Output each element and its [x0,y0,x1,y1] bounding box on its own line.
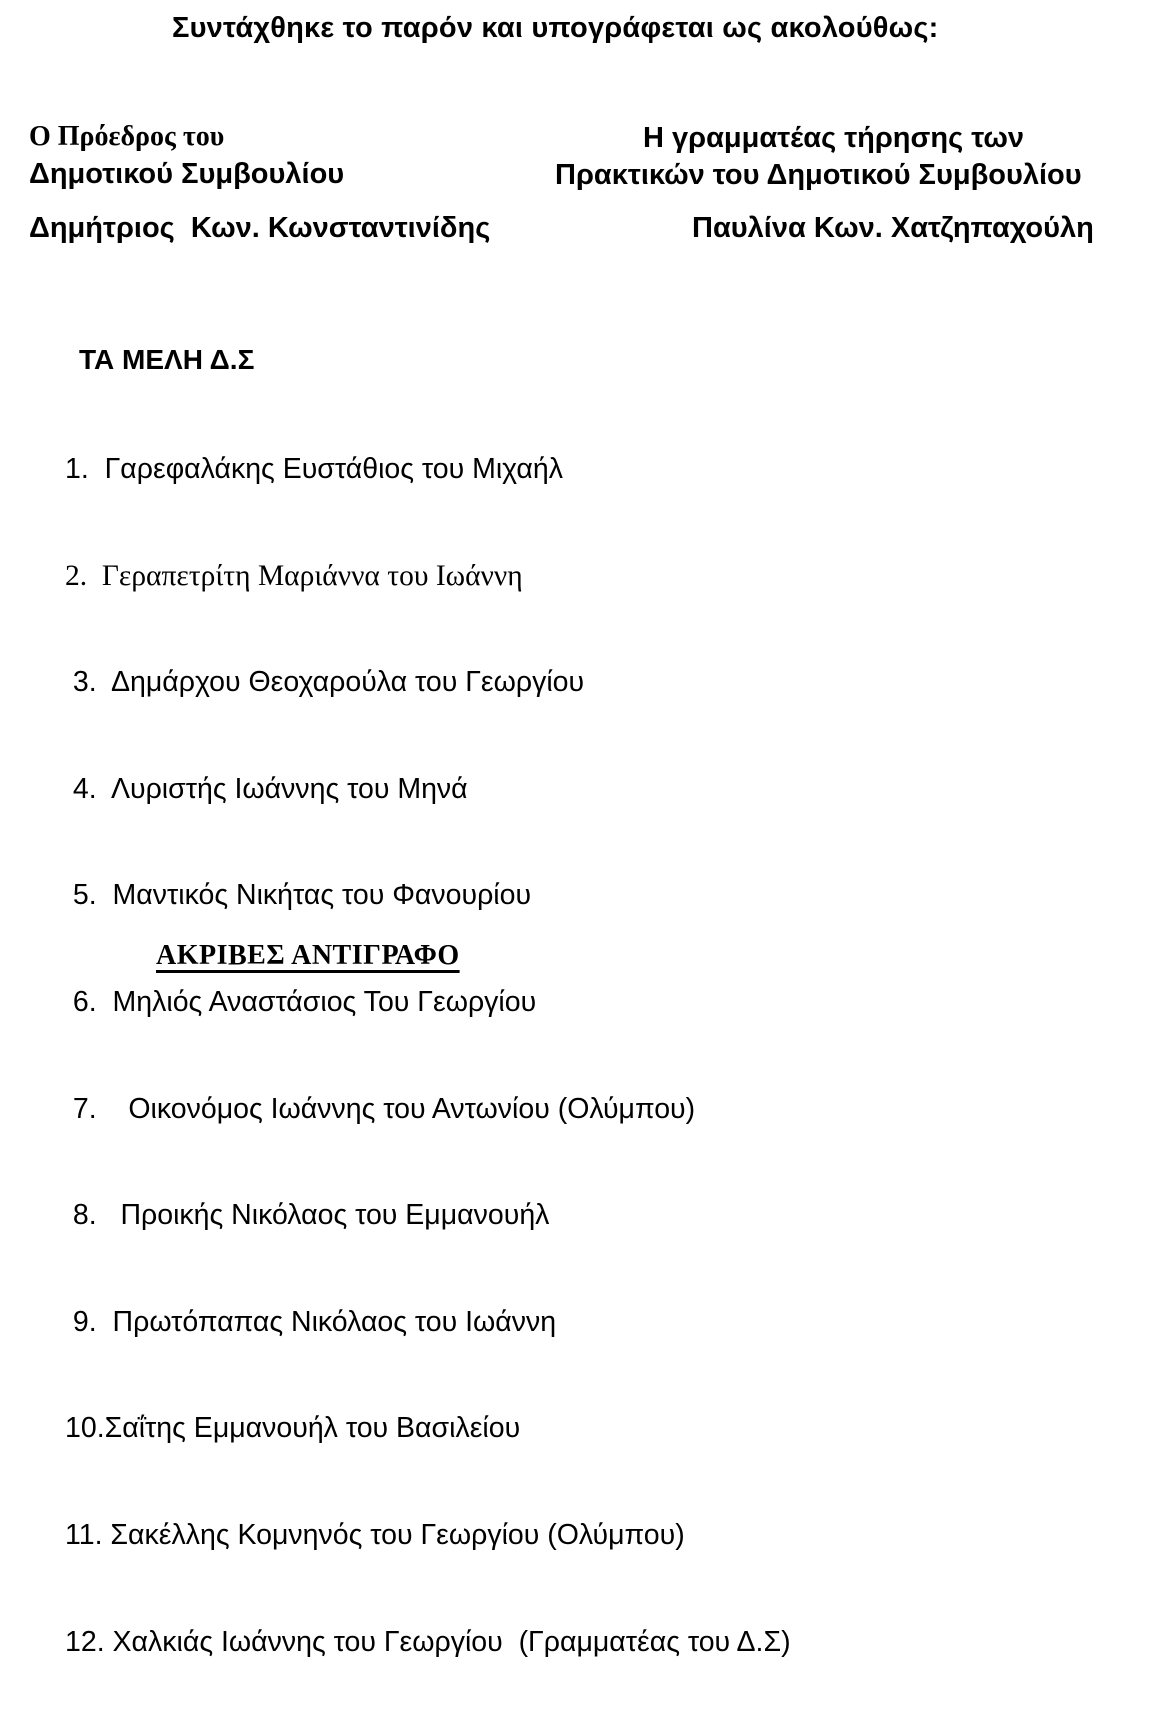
list-item: 8. Προικής Νικόλαος του Εμμανουήλ [65,1199,550,1232]
list-item: 12. Χαλκιάς Ιωάννης του Γεωργίου (Γραμματέας του Δ.Σ) [65,1625,791,1658]
list-item: 4. Λυριστής Ιωάννης του Μηνά [65,772,468,805]
president-role-line2: Δημοτικού Συμβουλίου [29,158,345,190]
members-list [65,383,791,1728]
president-role-line1: Ο Πρόεδρος του [29,121,225,152]
list-item: 6. Μηλιός Αναστάσιος Του Γεωργίου [65,985,537,1018]
document-title: Συντάχθηκε το παρόν και υπογράφεται ως ακολούθως: [172,12,939,44]
list-item: 5. Μαντικός Νικήτας του Φανουρίου [65,879,532,912]
certified-copy-stamp: ΑΚΡΙΒΕΣ ΑΝΤΙΓΡΑΦΟ [156,940,460,971]
list-item: 10.Σαΐτης Εμμανουήλ του Βασιλείου [65,1412,521,1445]
list-item: 11. Σακέλλης Κομνηνός του Γεωργίου (Ολύμπου) [65,1518,685,1551]
president-name: Δημήτριος Κων. Κωνσταντινίδης [29,212,491,244]
list-item: 1. Γαρεφαλάκης Ευστάθιος του Μιχαήλ [65,453,563,485]
secretary-role-line2: Πρακτικών του Δημοτικού Συμβουλίου [555,159,1082,191]
list-item: 7. Οικονόμος Ιωάννης του Αντωνίου (Ολύμπου) [65,1092,696,1125]
list-item: 3. Δημάρχου Θεοχαρούλα του Γεωργίου [65,666,585,699]
secretary-name: Παυλίνα Κων. Χατζηπαχούλη [692,212,1094,244]
secretary-role-line1: Η γραμματέας τήρησης των [643,122,1024,154]
list-item: 2. Γεραπετρίτη Μαριάννα του Ιωάννη [65,559,523,592]
list-item: 9. Πρωτόπαπας Νικόλαος του Ιωάννη [65,1305,557,1338]
members-list-heading: ΤΑ ΜΕΛΗ Δ.Σ [79,344,255,375]
